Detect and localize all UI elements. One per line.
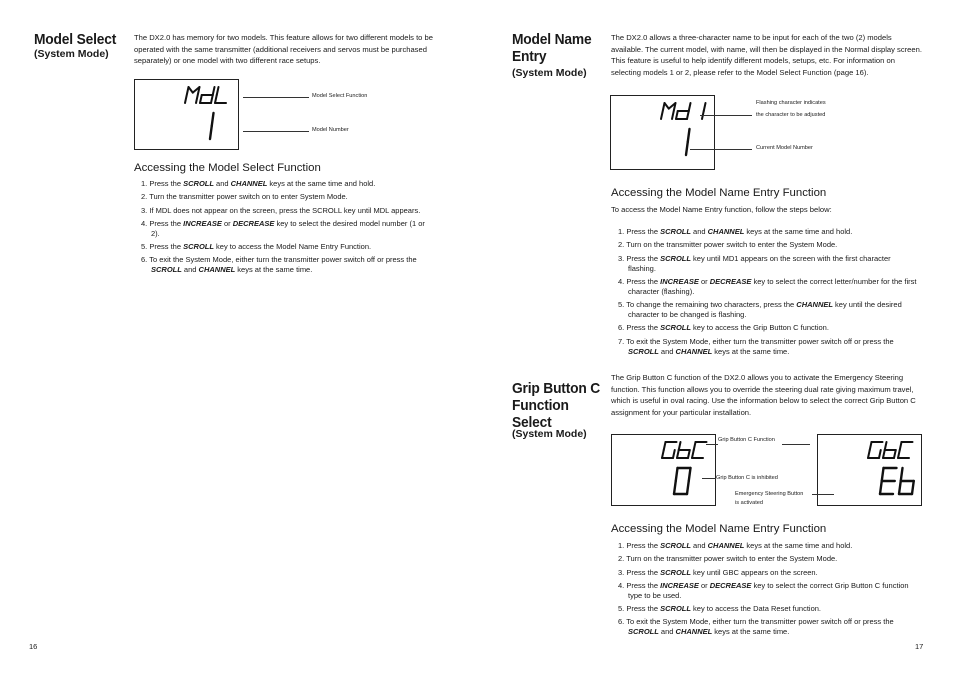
lcd-segment bbox=[212, 113, 214, 126]
step-item: 1. Press the SCROLL and CHANNEL keys at the same time and hold. bbox=[618, 227, 853, 236]
lcd-segment bbox=[665, 103, 669, 109]
step-item: 7. To exit the System Mode, either turn the transmitter power switch off or press the SCROLL and CHANNEL keys at the same time. bbox=[618, 336, 894, 356]
callout-model-select-function: Model Select Function bbox=[312, 93, 368, 99]
key-name: CHANNEL bbox=[707, 541, 745, 550]
key-name: DECREASE bbox=[232, 218, 275, 228]
title-line: Function bbox=[512, 397, 569, 414]
model-select-access-heading: Accessing the Model Select Function bbox=[134, 162, 321, 174]
lcd-segment bbox=[676, 468, 678, 481]
model-name-access-intro: To access the Model Name Entry function, follow the steps below: bbox=[611, 205, 832, 214]
step-item: 4. Press the INCREASE or DECREASE key to select the desired model number (1 or 2). bbox=[141, 218, 425, 238]
lcd-segment bbox=[883, 450, 885, 458]
title-line: Select bbox=[512, 414, 552, 431]
lcd-segment bbox=[880, 481, 882, 494]
step-item: 2. Turn the transmitter power switch on to enter System Mode. bbox=[141, 192, 348, 202]
key-name: SCROLL bbox=[660, 541, 691, 550]
page-number: 16 bbox=[29, 642, 38, 651]
key-name: CHANNEL bbox=[675, 346, 713, 356]
lcd-segment bbox=[676, 111, 678, 119]
callout-model-number: Model Number bbox=[312, 127, 349, 133]
key-name: SCROLL bbox=[183, 179, 214, 188]
callout-gbc-inhibited: Grip Button C is inhibited bbox=[716, 475, 778, 481]
callout-line bbox=[706, 444, 718, 445]
model-name-entry-title bbox=[512, 31, 591, 65]
step-item: 1. Press the SCROLL and CHANNEL keys at the same time and hold. bbox=[618, 541, 853, 550]
step-item: 5. Press the SCROLL key to access the Model Name Entry Function. bbox=[141, 242, 372, 252]
model-select-title: Model Select bbox=[34, 31, 117, 48]
lcd-segment bbox=[901, 468, 903, 481]
key-name: SCROLL bbox=[660, 567, 691, 577]
grip-button-access-heading: Accessing the Model Name Entry Function bbox=[611, 523, 827, 535]
lcd-segment bbox=[673, 450, 675, 458]
key-name: INCREASE bbox=[660, 580, 699, 590]
lcd-segment bbox=[674, 481, 676, 494]
callout-flashing-2: the character to be adjusted bbox=[756, 112, 826, 118]
model-select-steps bbox=[141, 179, 431, 279]
key-name: CHANNEL bbox=[707, 227, 745, 236]
model-name-entry-subtitle: (System Mode) bbox=[512, 67, 587, 79]
model-select-intro: The DX2.0 has memory for two models. This feature allows for two different models to be operated with the same transmitter (additional receivers and servos must be purchased separately) or one model with two different race setups. bbox=[134, 33, 433, 66]
key-name: SCROLL bbox=[660, 604, 691, 614]
model-name-lcd bbox=[610, 95, 715, 170]
key-name: SCROLL bbox=[660, 253, 691, 263]
key-name: DECREASE bbox=[709, 276, 752, 286]
grip-button-steps bbox=[618, 541, 920, 641]
step-item: 3. Press the SCROLL key until MD1 appears on the screen with the first character flashing. bbox=[618, 253, 891, 273]
callout-emergency-2: is activated bbox=[735, 500, 763, 506]
step-item: 5. To change the remaining two characters, press the CHANNEL key until the desired character to be changed is flashing. bbox=[618, 300, 902, 320]
grip-button-lcd-inhibited bbox=[611, 434, 716, 506]
lcd-segments bbox=[612, 435, 715, 505]
key-name: SCROLL bbox=[628, 627, 659, 637]
lcd-segment bbox=[215, 95, 217, 103]
key-name: SCROLL bbox=[183, 242, 214, 252]
lcd-segment bbox=[882, 468, 884, 481]
lcd-segment bbox=[211, 95, 213, 103]
title-line: Model Name bbox=[512, 31, 592, 48]
callout-line bbox=[782, 444, 810, 445]
lcd-segment bbox=[694, 442, 696, 450]
key-name: SCROLL bbox=[660, 323, 691, 333]
key-name: SCROLL bbox=[151, 265, 182, 275]
step-item: 6. Press the SCROLL key to access the Grip Button C function. bbox=[618, 323, 829, 333]
step-item: 1. Press the SCROLL and CHANNEL keys at the same time and hold. bbox=[141, 179, 376, 188]
lcd-segment bbox=[662, 450, 664, 458]
lcd-segment bbox=[879, 450, 881, 458]
callout-line bbox=[243, 131, 309, 132]
grip-button-title bbox=[512, 380, 600, 431]
lcd-segment bbox=[686, 142, 688, 155]
callout-emergency-1: Emergency Steering Button bbox=[735, 491, 804, 497]
lcd-segment bbox=[687, 481, 689, 494]
model-name-steps bbox=[618, 227, 920, 360]
lcd-segment bbox=[185, 87, 189, 103]
title-line: Entry bbox=[512, 48, 547, 65]
step-item: 6. To exit the System Mode, either turn the transmitter power switch off or press the SCROLL and CHANNEL keys at the same time. bbox=[618, 617, 894, 637]
lcd-segment bbox=[661, 103, 665, 119]
model-name-access-heading: Accessing the Model Name Entry Function bbox=[611, 187, 827, 199]
callout-line bbox=[243, 97, 309, 98]
lcd-segment bbox=[189, 87, 193, 93]
step-item: 6. To exit the System Mode, either turn the transmitter power switch off or press the SCROLL and CHANNEL keys at the same time. bbox=[141, 255, 417, 275]
key-name: CHANNEL bbox=[230, 179, 268, 188]
key-name: DECREASE bbox=[709, 580, 752, 590]
step-item: 4. Press the INCREASE or DECREASE key to select the correct Grip Button C function type to be used. bbox=[618, 580, 909, 600]
grip-button-lcd-emergency bbox=[817, 434, 922, 506]
callout-line bbox=[700, 115, 752, 116]
lcd-segments bbox=[611, 96, 714, 169]
key-name: CHANNEL bbox=[796, 300, 833, 310]
lcd-segment bbox=[200, 95, 202, 103]
lcd-segment bbox=[870, 442, 872, 450]
key-name: SCROLL bbox=[660, 227, 691, 236]
callout-line bbox=[812, 494, 834, 495]
lcd-segment bbox=[213, 87, 215, 95]
step-item: 3. Press the SCROLL key until GBC appears on the screen. bbox=[618, 567, 818, 577]
grip-button-subtitle: (System Mode) bbox=[512, 428, 587, 440]
callout-line bbox=[702, 478, 716, 479]
lcd-segment bbox=[679, 442, 681, 450]
lcd-segment bbox=[898, 450, 900, 458]
step-item: 2. Turn on the transmitter power switch to enter the System Mode. bbox=[618, 554, 838, 564]
step-item: 5. Press the SCROLL key to access the Data Reset function. bbox=[618, 604, 822, 614]
step-item: 2. Turn on the transmitter power switch to enter the System Mode. bbox=[618, 240, 838, 250]
lcd-segment bbox=[664, 442, 666, 450]
lcd-segment bbox=[689, 468, 691, 481]
lcd-segment bbox=[692, 450, 694, 458]
model-name-entry-intro: The DX2.0 allows a three-character name to be input for each of the two (2) models available. The current model, with name, will then be displayed in the Normal display screen. This feature is useful to help identify different models, setups, etc. For information on selecting models 1 or 2, please refer to the Model Select Function (page 16). bbox=[611, 33, 922, 77]
callout-gbc-function: Grip Button C Function bbox=[718, 437, 775, 443]
lcd-segment bbox=[868, 450, 870, 458]
step-item: 4. Press the INCREASE or DECREASE key to select the correct letter/number for the first character (flashing). bbox=[618, 276, 917, 296]
lcd-segments bbox=[135, 80, 238, 149]
grip-button-intro: The Grip Button C function of the DX2.0 allows you to activate the Emergency Steering function. This function allows you to override the steering dual rate giving maximum travel, which is useful in oval racing. Use the information below to select the correct Grip Button C assignment for your particular installation. bbox=[611, 373, 916, 417]
title-line: Grip Button C bbox=[512, 380, 601, 397]
model-select-lcd bbox=[134, 79, 239, 150]
lcd-segment bbox=[894, 450, 896, 458]
lcd-segment bbox=[689, 103, 691, 111]
lcd-segment bbox=[900, 442, 902, 450]
step-item: 3. If MDL does not appear on the screen, press the SCROLL key until MDL appears. bbox=[141, 205, 421, 215]
lcd-segment bbox=[899, 481, 901, 494]
lcd-segment bbox=[677, 450, 679, 458]
page-number: 17 bbox=[915, 642, 924, 651]
lcd-segment bbox=[885, 442, 887, 450]
key-name: CHANNEL bbox=[675, 627, 713, 637]
lcd-segment bbox=[210, 126, 212, 139]
key-name: INCREASE bbox=[660, 276, 699, 286]
lcd-segment bbox=[704, 103, 706, 111]
lcd-segment bbox=[688, 129, 690, 142]
key-name: CHANNEL bbox=[198, 265, 236, 275]
callout-current-model: Current Model Number bbox=[756, 145, 813, 151]
model-select-subtitle: (System Mode) bbox=[34, 48, 109, 60]
lcd-segment bbox=[687, 111, 689, 119]
lcd-segment bbox=[217, 87, 219, 95]
lcd-segment bbox=[688, 450, 690, 458]
key-name: INCREASE bbox=[183, 218, 222, 228]
lcd-segment bbox=[912, 481, 914, 494]
key-name: SCROLL bbox=[628, 346, 659, 356]
callout-line bbox=[690, 149, 752, 150]
callout-flashing-1: Flashing character indicates bbox=[756, 100, 826, 106]
